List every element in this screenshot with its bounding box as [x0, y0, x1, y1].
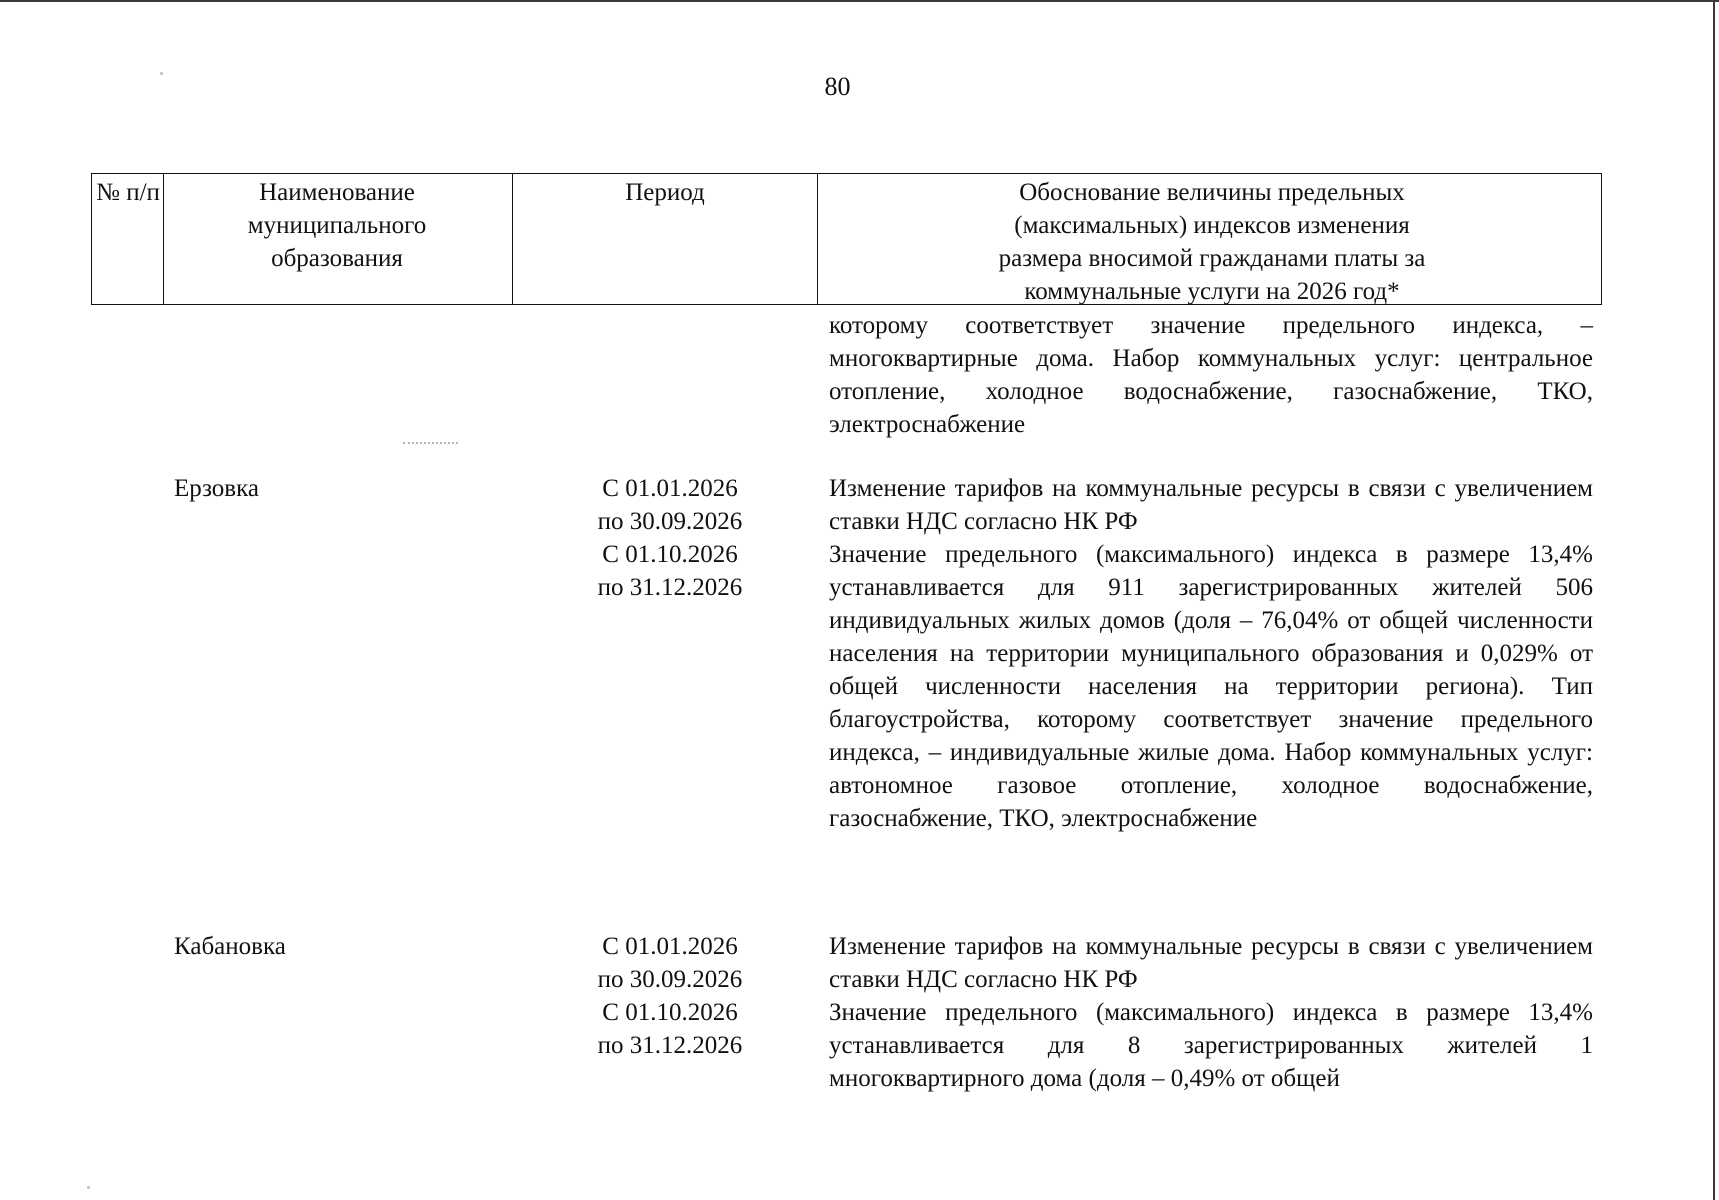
- header-justification: Обоснование величины предельных (максимальных) индексов изменения размера вносимой гражданами платы за коммунальные услуги на 2026 год*: [998, 179, 1426, 305]
- scan-speck: [160, 72, 163, 75]
- municipality-name: Ерзовка: [174, 475, 259, 502]
- municipality-name: Кабановка: [174, 933, 286, 960]
- period-line: С 01.01.2026: [602, 475, 738, 502]
- period-line: С 01.10.2026: [602, 999, 738, 1026]
- header-divider: [512, 174, 513, 304]
- justification-cell: [829, 930, 1593, 1095]
- justification-paragraph: Изменение тарифов на коммунальные ресурсы в связи с увеличением ставки НДС согласно НК РФ: [829, 933, 1593, 993]
- header-divider: [163, 174, 164, 304]
- continuation-text: которому соответствует значение предельного индекса, – многоквартирные дома. Набор коммунальных услуг: центральное отопление, холодное водоснабжение, газоснабжение, ТКО, электроснабжение: [829, 312, 1593, 438]
- header-num: № п/п: [96, 179, 160, 206]
- scan-right-border: [1713, 0, 1715, 1200]
- header-period: Период: [625, 179, 705, 206]
- period-cell: [555, 472, 785, 604]
- period-line: С 01.10.2026: [602, 541, 738, 568]
- period-cell: [555, 930, 785, 1062]
- justification-paragraph: Изменение тарифов на коммунальные ресурсы в связи с увеличением ставки НДС согласно НК РФ: [829, 475, 1593, 535]
- table-header: [91, 173, 1602, 305]
- header-name: Наименование муниципального образования: [247, 179, 427, 272]
- scan-top-border: [0, 0, 1719, 2]
- period-line: по 31.12.2026: [597, 574, 743, 601]
- period-line: по 31.12.2026: [597, 1032, 743, 1059]
- period-line: по 30.09.2026: [597, 508, 743, 535]
- page-number: 80: [824, 72, 851, 101]
- header-divider: [817, 174, 818, 304]
- justification-paragraph: Значение предельного (максимального) индекса в размере 13,4% устанавливается для 8 зарегистрированных жителей 1 многоквартирного дома (доля – 0,49% от общей: [829, 999, 1593, 1092]
- period-line: по 30.09.2026: [597, 966, 743, 993]
- scan-speck: [87, 1186, 90, 1189]
- justification-paragraph: Значение предельного (максимального) индекса в размере 13,4% устанавливается для 911 зарегистрированных жителей 506 индивидуальных жилых домов (доля – 76,04% от общей численности населения на территории муниципального образования и 0,029% от общей численности населения на территории региона). Тип благоустройства, которому соответствует значение предельного индекса, – индивидуальные жилые дома. Набор коммунальных услуг: автономное газовое отопление, холодное водоснабжение, газоснабжение, ТКО, электроснабжение: [829, 541, 1593, 832]
- period-line: С 01.01.2026: [602, 933, 738, 960]
- scan-artifact: [403, 442, 458, 450]
- justification-cell: [829, 472, 1593, 835]
